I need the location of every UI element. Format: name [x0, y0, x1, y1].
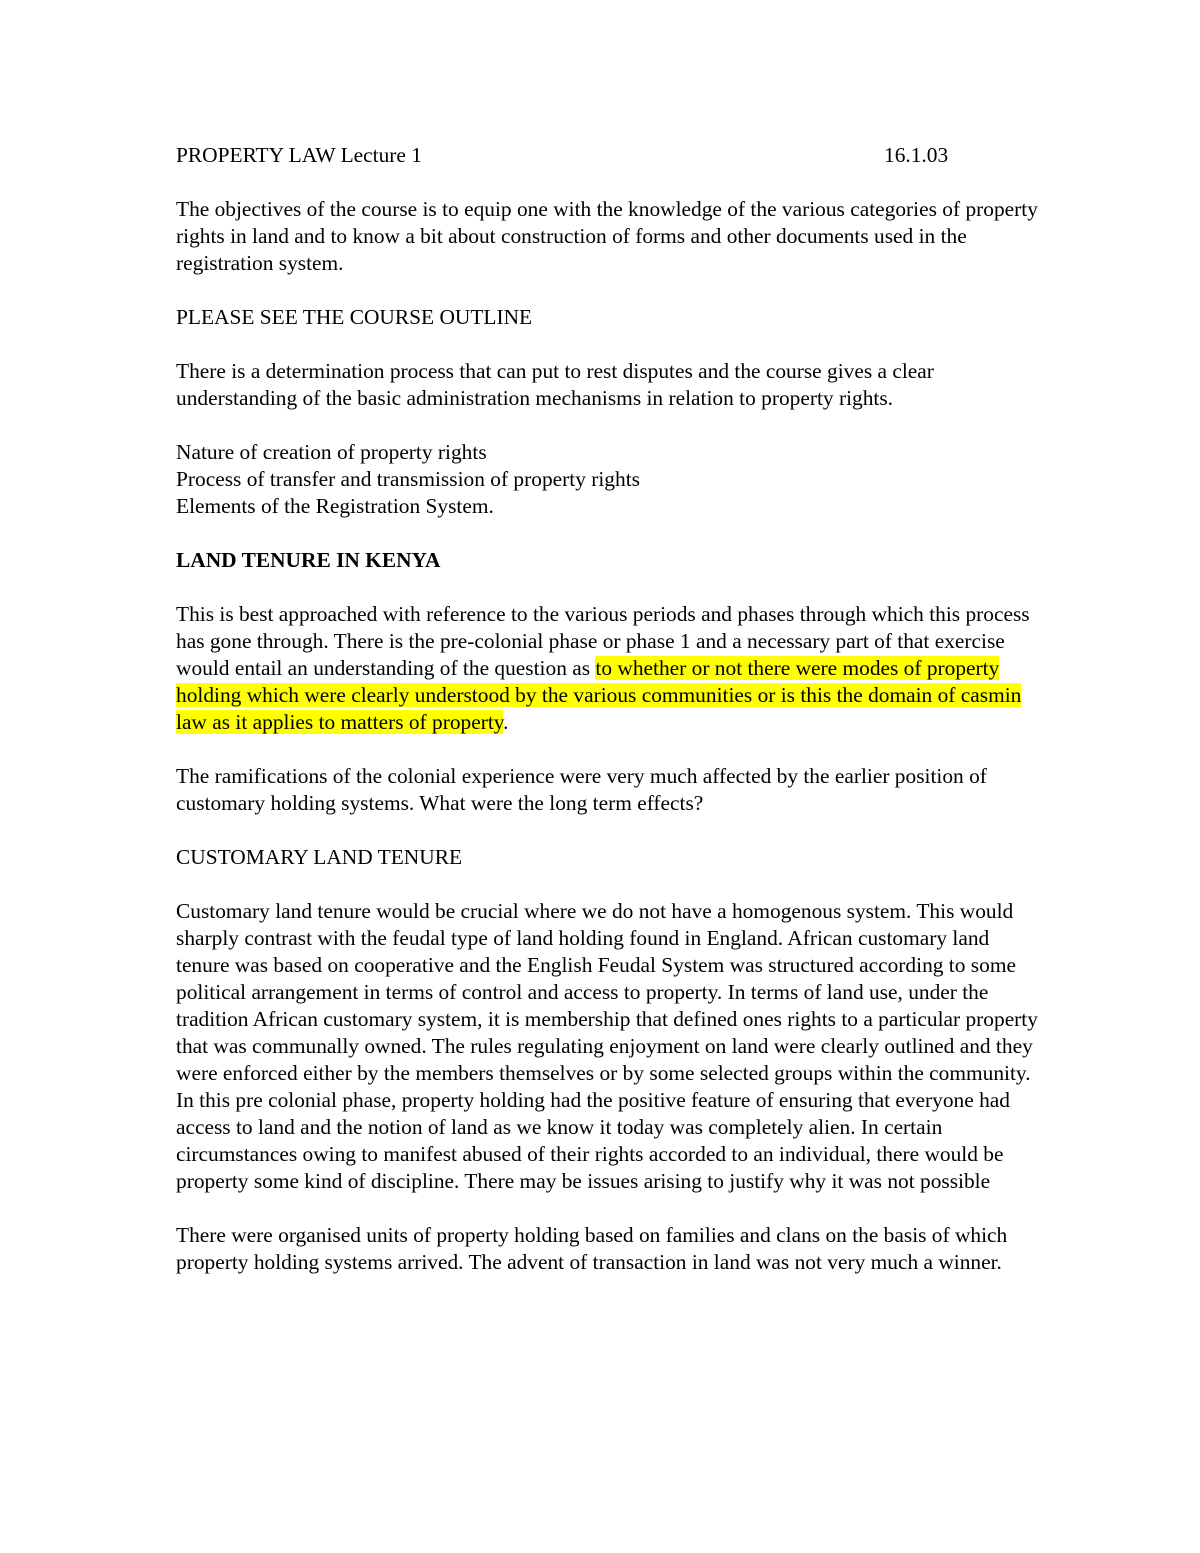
paragraph-determination: There is a determination process that can put to rest disputes and the course gives a clear understanding of the basic administration mechanisms in relation to property rights.: [176, 359, 934, 410]
paragraph-approach: [176, 601, 1048, 736]
topic-item: Process of transfer and transmission of property rights: [176, 467, 640, 491]
course-outline-note: PLEASE SEE THE COURSE OUTLINE: [176, 305, 533, 329]
paragraph-ramifications: The ramifications of the colonial experience were very much affected by the earlier position of customary holding systems. What were the long term effects?: [176, 764, 987, 815]
highlighted-text: to whether or not there were modes of property holding which were clearly understood by the various communities or is this the domain of casmin law as it applies to matters of property: [176, 656, 1022, 734]
heading-customary-land-tenure: CUSTOMARY LAND TENURE: [176, 845, 463, 869]
topic-item: Nature of creation of property rights: [176, 440, 487, 464]
paragraph-organised-units: There were organised units of property holding based on families and clans on the basis of which property holding systems arrived. The advent of transaction in land was not very much a winner.: [176, 1223, 1008, 1274]
document-body: [176, 142, 1048, 1303]
paragraph-objectives: The objectives of the course is to equip one with the knowledge of the various categories of property rights in land and to know a bit about construction of forms and other documents used in the registration system.: [176, 197, 1038, 275]
approach-text-after: .: [503, 710, 509, 734]
approach-text-before: This is best approached with reference to the various periods and phases through which this process has gone through. There is the pre-colonial phase or phase 1 and a necessary part of that exercise would entail an understanding of the question as: [176, 602, 1030, 680]
heading-land-tenure: LAND TENURE IN KENYA: [176, 548, 441, 572]
lecture-date: 16.1.03: [884, 143, 949, 167]
paragraph-customary: Customary land tenure would be crucial where we do not have a homogenous system. This would sharply contrast with the feudal type of land holding found in England. African customary land tenure was based on cooperative and the English Feudal System was structured according to some political arrangement in terms of control and access to property. In terms of land use, under the tradition African customary system, it is membership that defined ones rights to a particular property that was communally owned. The rules regulating enjoyment on land were clearly outlined and they were enforced either by the members themselves or by some selected groups within the community. In this pre colonial phase, property holding had the positive feature of ensuring that everyone had access to land and the notion of land as we know it today was completely alien. In certain circumstances owing to manifest abused of their rights accorded to an individual, there would be property some kind of discipline. There may be issues arising to justify why it was not possible: [176, 899, 1038, 1193]
lecture-title: PROPERTY LAW Lecture 1: [176, 143, 422, 167]
document-header: [176, 142, 1048, 169]
topics-list: [176, 439, 1048, 520]
topic-item: Elements of the Registration System.: [176, 494, 494, 518]
